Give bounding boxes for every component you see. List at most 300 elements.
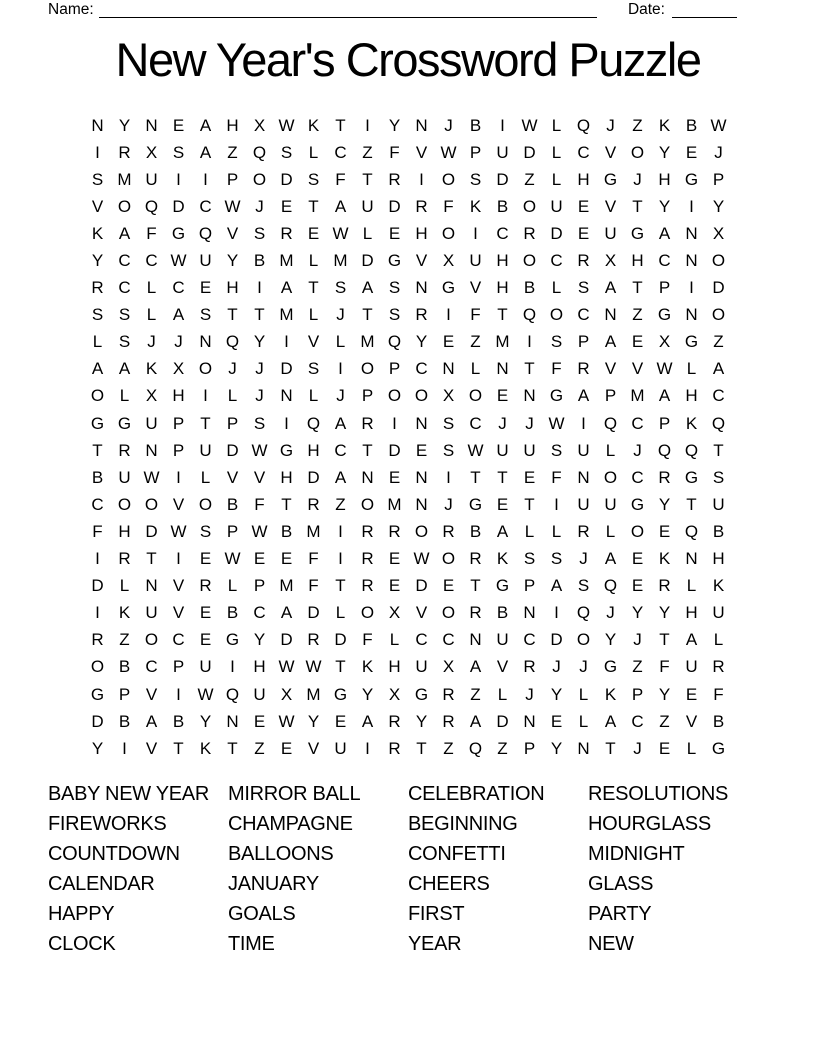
grid-cell: I bbox=[176, 549, 181, 569]
grid-cell: P bbox=[118, 684, 131, 704]
grid-cell: H bbox=[307, 440, 320, 460]
grid-cell: S bbox=[91, 305, 104, 325]
grid-cell: L bbox=[92, 332, 103, 352]
grid-cell: O bbox=[603, 467, 618, 487]
grid-cell: O bbox=[360, 603, 375, 623]
word-list-item: TIME bbox=[228, 932, 275, 955]
grid-cell: E bbox=[172, 115, 185, 135]
grid-cell: E bbox=[685, 142, 698, 162]
word-list-item: MIRROR BALL bbox=[228, 783, 361, 805]
grid-cell: Z bbox=[227, 142, 238, 162]
grid-cell: S bbox=[550, 440, 563, 460]
word-list-item: GLASS bbox=[588, 872, 654, 895]
grid-cell: P bbox=[172, 440, 185, 460]
grid-cell: I bbox=[122, 738, 127, 758]
grid-cell: T bbox=[308, 278, 319, 298]
grid-cell: X bbox=[442, 386, 455, 406]
grid-cell: Y bbox=[199, 711, 212, 731]
grid-cell: T bbox=[335, 115, 346, 135]
grid-cell: R bbox=[577, 521, 590, 541]
grid-cell: W bbox=[170, 251, 187, 271]
grid-cell: F bbox=[308, 576, 319, 596]
grid-cell: G bbox=[630, 223, 645, 243]
grid-cell: U bbox=[604, 223, 617, 243]
grid-cell: T bbox=[632, 196, 643, 216]
grid-cell: Q bbox=[144, 196, 159, 216]
grid-cell: I bbox=[95, 603, 100, 623]
grid-cell: E bbox=[253, 549, 266, 569]
grid-cell: A bbox=[604, 711, 617, 731]
grid-cell: J bbox=[255, 386, 264, 406]
word-list-item: FIREWORKS bbox=[48, 812, 167, 835]
grid-cell: A bbox=[685, 630, 698, 650]
grid-cell: R bbox=[415, 305, 428, 325]
grid-cell: O bbox=[117, 196, 132, 216]
grid-cell: N bbox=[685, 549, 698, 569]
grid-cell: O bbox=[90, 657, 105, 677]
word-list-item: CELEBRATION bbox=[408, 783, 545, 805]
grid-cell: O bbox=[414, 521, 429, 541]
grid-cell: G bbox=[279, 440, 294, 460]
grid-cell: G bbox=[711, 738, 726, 758]
grid-cell: H bbox=[388, 657, 401, 677]
grid-cell: V bbox=[631, 359, 644, 379]
grid-cell: Y bbox=[631, 603, 644, 623]
grid-cell: L bbox=[119, 576, 130, 596]
grid-cell: E bbox=[658, 521, 671, 541]
grid-cell: M bbox=[279, 305, 294, 325]
grid-cell: Y bbox=[658, 494, 671, 514]
grid-cell: M bbox=[387, 494, 402, 514]
grid-cell: T bbox=[335, 576, 346, 596]
grid-cell: J bbox=[714, 142, 723, 162]
grid-cell: T bbox=[605, 738, 616, 758]
grid-cell: A bbox=[604, 549, 617, 569]
grid-cell: H bbox=[118, 521, 131, 541]
grid-cell: L bbox=[686, 576, 697, 596]
grid-cell: B bbox=[118, 657, 131, 677]
grid-cell: W bbox=[548, 413, 565, 433]
grid-cell: E bbox=[199, 603, 212, 623]
grid-cell: P bbox=[523, 576, 536, 596]
word-list-item: NEW bbox=[588, 932, 634, 955]
grid-cell: U bbox=[334, 738, 347, 758]
grid-cell: N bbox=[91, 115, 104, 135]
grid-cell: H bbox=[280, 467, 293, 487]
grid-cell: S bbox=[172, 142, 185, 162]
grid-cell: K bbox=[307, 115, 320, 135]
grid-cell: X bbox=[388, 684, 401, 704]
grid-cell: O bbox=[441, 549, 456, 569]
grid-cell: T bbox=[173, 738, 184, 758]
grid-cell: F bbox=[659, 657, 670, 677]
grid-cell: L bbox=[308, 142, 319, 162]
grid-cell: M bbox=[495, 332, 510, 352]
grid-cell: D bbox=[145, 521, 158, 541]
grid-cell: I bbox=[554, 494, 559, 514]
grid-cell: V bbox=[415, 142, 428, 162]
grid-cell: L bbox=[713, 630, 724, 650]
grid-cell: I bbox=[689, 278, 694, 298]
grid-cell: L bbox=[146, 278, 157, 298]
grid-cell: E bbox=[199, 630, 212, 650]
grid-cell: S bbox=[712, 467, 725, 487]
grid-cell: C bbox=[577, 142, 590, 162]
word-list-column bbox=[228, 780, 408, 959]
grid-cell: O bbox=[522, 196, 537, 216]
word-list-item: BEGINNING bbox=[408, 812, 518, 835]
grid-cell: Y bbox=[658, 603, 671, 623]
grid-cell: V bbox=[685, 711, 698, 731]
grid-cell: N bbox=[604, 305, 617, 325]
grid-cell: J bbox=[336, 305, 345, 325]
grid-cell: J bbox=[633, 169, 642, 189]
grid-cell: J bbox=[498, 413, 507, 433]
grid-cell: R bbox=[280, 223, 293, 243]
name-date-row bbox=[48, 1, 737, 19]
grid-cell: R bbox=[577, 251, 590, 271]
grid-cell: P bbox=[226, 169, 239, 189]
grid-cell: W bbox=[278, 711, 295, 731]
grid-cell: P bbox=[577, 332, 590, 352]
grid-cell: I bbox=[338, 521, 343, 541]
grid-cell: I bbox=[554, 603, 559, 623]
grid-cell: T bbox=[254, 305, 265, 325]
grid-cell: O bbox=[252, 169, 267, 189]
grid-cell: G bbox=[171, 223, 186, 243]
grid-cell: N bbox=[415, 494, 428, 514]
grid-cell: R bbox=[388, 738, 401, 758]
grid-cell: C bbox=[145, 657, 158, 677]
grid-cell: C bbox=[334, 440, 347, 460]
grid-cell: Z bbox=[632, 657, 643, 677]
grid-cell: L bbox=[362, 223, 373, 243]
grid-cell: L bbox=[605, 521, 616, 541]
grid-cell: Y bbox=[550, 738, 563, 758]
grid-cell: T bbox=[200, 413, 211, 433]
grid-cell: R bbox=[361, 576, 374, 596]
grid-cell: Q bbox=[225, 332, 240, 352]
grid-cell: I bbox=[689, 196, 694, 216]
grid-cell: Q bbox=[198, 223, 213, 243]
grid-cell: Z bbox=[443, 738, 454, 758]
grid-cell: C bbox=[631, 413, 644, 433]
word-list-item: GOALS bbox=[228, 902, 296, 925]
grid-cell: W bbox=[170, 521, 187, 541]
grid-cell: T bbox=[497, 305, 508, 325]
grid-cell: O bbox=[360, 359, 375, 379]
grid-cell: L bbox=[200, 467, 211, 487]
grid-cell: B bbox=[496, 196, 509, 216]
grid-cell: T bbox=[362, 305, 373, 325]
grid-cell: R bbox=[91, 630, 104, 650]
grid-cell: H bbox=[658, 169, 671, 189]
grid-cell: L bbox=[551, 521, 562, 541]
grid-cell: R bbox=[712, 657, 725, 677]
grid-cell: T bbox=[659, 630, 670, 650]
grid-cell: C bbox=[577, 305, 590, 325]
grid-cell: H bbox=[496, 251, 509, 271]
grid-cell: G bbox=[387, 251, 402, 271]
grid-cell: N bbox=[523, 711, 536, 731]
grid-cell: J bbox=[228, 359, 237, 379]
grid-cell: C bbox=[658, 251, 671, 271]
grid-cell: I bbox=[338, 359, 343, 379]
grid-cell: W bbox=[143, 467, 160, 487]
grid-cell: B bbox=[280, 521, 293, 541]
grid-cell: Y bbox=[550, 684, 563, 704]
grid-cell: K bbox=[361, 657, 374, 677]
grid-cell: G bbox=[549, 386, 564, 406]
grid-cell: R bbox=[469, 549, 482, 569]
grid-cell: V bbox=[415, 603, 428, 623]
grid-cell: L bbox=[686, 738, 697, 758]
grid-cell: F bbox=[92, 521, 103, 541]
grid-cell: E bbox=[523, 467, 536, 487]
grid-cell: V bbox=[604, 359, 617, 379]
grid-cell: R bbox=[415, 196, 428, 216]
word-list-item: HAPPY bbox=[48, 902, 115, 925]
word-list-item: PARTY bbox=[588, 902, 652, 925]
grid-cell: N bbox=[415, 467, 428, 487]
grid-cell: I bbox=[527, 332, 532, 352]
grid-cell: I bbox=[95, 142, 100, 162]
grid-cell: V bbox=[226, 467, 239, 487]
grid-cell: R bbox=[658, 576, 671, 596]
grid-cell: Y bbox=[307, 711, 320, 731]
grid-cell: G bbox=[90, 684, 105, 704]
grid-cell: Q bbox=[522, 305, 537, 325]
grid-cell: B bbox=[712, 521, 725, 541]
grid-cell: U bbox=[712, 603, 725, 623]
grid-cell: A bbox=[280, 603, 293, 623]
grid-cell: E bbox=[253, 711, 266, 731]
grid-cell: O bbox=[441, 169, 456, 189]
grid-cell: J bbox=[525, 684, 534, 704]
grid-cell: S bbox=[577, 278, 590, 298]
grid-cell: I bbox=[257, 278, 262, 298]
word-list-item: CALENDAR bbox=[48, 872, 155, 895]
grid-cell: E bbox=[658, 738, 671, 758]
grid-cell: I bbox=[338, 549, 343, 569]
grid-cell: Y bbox=[91, 251, 104, 271]
grid-cell: E bbox=[442, 576, 455, 596]
grid-cell: J bbox=[336, 386, 345, 406]
grid-cell: F bbox=[551, 467, 562, 487]
grid-cell: R bbox=[442, 521, 455, 541]
grid-cell: T bbox=[362, 440, 373, 460]
grid-cell: T bbox=[497, 467, 508, 487]
grid-cell: A bbox=[334, 467, 347, 487]
grid-cell: W bbox=[710, 115, 727, 135]
grid-cell: T bbox=[416, 738, 427, 758]
grid-cell: N bbox=[280, 386, 293, 406]
word-list-item: BALLOONS bbox=[228, 842, 334, 865]
grid-cell: A bbox=[199, 115, 212, 135]
grid-cell: O bbox=[117, 494, 132, 514]
grid-cell: N bbox=[685, 251, 698, 271]
grid-cell: Y bbox=[91, 738, 104, 758]
grid-cell: R bbox=[307, 494, 320, 514]
grid-cell: J bbox=[525, 413, 534, 433]
grid-cell: V bbox=[496, 657, 509, 677]
grid-cell: A bbox=[604, 278, 617, 298]
grid-cell: B bbox=[523, 278, 536, 298]
grid-cell: Y bbox=[415, 332, 428, 352]
grid-cell: Q bbox=[657, 440, 672, 460]
grid-cell: V bbox=[145, 738, 158, 758]
grid-cell: K bbox=[712, 576, 725, 596]
grid-cell: G bbox=[603, 657, 618, 677]
grid-cell: F bbox=[362, 630, 373, 650]
grid-cell: M bbox=[360, 332, 375, 352]
grid-cell: Z bbox=[524, 169, 535, 189]
grid-cell: L bbox=[227, 576, 238, 596]
word-list-item: FIRST bbox=[408, 902, 465, 925]
grid-cell: J bbox=[444, 115, 453, 135]
grid-cell: X bbox=[145, 386, 158, 406]
grid-cell: M bbox=[333, 251, 348, 271]
grid-cell: U bbox=[145, 413, 158, 433]
grid-cell: Z bbox=[254, 738, 265, 758]
grid-cell: Y bbox=[226, 251, 239, 271]
grid-cell: P bbox=[469, 142, 482, 162]
word-list-item: MIDNIGHT bbox=[588, 842, 685, 865]
grid-cell: G bbox=[414, 684, 429, 704]
grid-cell: H bbox=[226, 278, 239, 298]
word-list-item: COUNTDOWN bbox=[48, 842, 180, 865]
grid-cell: I bbox=[176, 684, 181, 704]
grid-cell: E bbox=[280, 738, 293, 758]
word-list-item: JANUARY bbox=[228, 872, 319, 895]
grid-cell: A bbox=[118, 223, 131, 243]
grid-cell: R bbox=[442, 711, 455, 731]
grid-cell: Q bbox=[225, 684, 240, 704]
grid-cell: Y bbox=[658, 142, 671, 162]
grid-cell: E bbox=[388, 549, 401, 569]
grid-cell: S bbox=[118, 332, 131, 352]
grid-cell: W bbox=[251, 440, 268, 460]
grid-cell: U bbox=[199, 657, 212, 677]
grid-cell: P bbox=[172, 657, 185, 677]
grid-cell: Y bbox=[658, 684, 671, 704]
grid-cell: T bbox=[227, 305, 238, 325]
grid-cell: B bbox=[172, 711, 185, 731]
grid-cell: R bbox=[577, 359, 590, 379]
grid-cell: G bbox=[657, 305, 672, 325]
grid-cell: U bbox=[496, 440, 509, 460]
grid-cell: L bbox=[578, 711, 589, 731]
grid-cell: M bbox=[630, 386, 645, 406]
grid-cell: G bbox=[684, 169, 699, 189]
grid-cell: C bbox=[253, 603, 266, 623]
grid-cell: L bbox=[227, 386, 238, 406]
grid-cell: A bbox=[361, 278, 374, 298]
grid-cell: N bbox=[361, 467, 374, 487]
grid-cell: E bbox=[199, 278, 212, 298]
grid-cell: G bbox=[684, 467, 699, 487]
grid-cell: L bbox=[497, 684, 508, 704]
word-list-item: HOURGLASS bbox=[588, 812, 711, 835]
grid-cell: E bbox=[496, 386, 509, 406]
name-blank-line bbox=[99, 2, 597, 18]
grid-cell: D bbox=[280, 359, 293, 379]
grid-cell: I bbox=[176, 169, 181, 189]
grid-cell: S bbox=[388, 278, 401, 298]
grid-cell: W bbox=[251, 521, 268, 541]
grid-cell: C bbox=[712, 386, 725, 406]
grid-cell: L bbox=[389, 630, 400, 650]
grid-cell: O bbox=[441, 603, 456, 623]
grid-cell: X bbox=[712, 223, 725, 243]
grid-cell: Q bbox=[684, 521, 699, 541]
grid-cell: K bbox=[658, 115, 671, 135]
grid-cell: Q bbox=[468, 738, 483, 758]
grid-cell: N bbox=[685, 223, 698, 243]
grid-cell: I bbox=[284, 413, 289, 433]
grid-cell: W bbox=[656, 359, 673, 379]
grid-cell: A bbox=[496, 521, 509, 541]
grid-cell: G bbox=[495, 576, 510, 596]
grid-cell: Y bbox=[415, 711, 428, 731]
grid-cell: T bbox=[335, 657, 346, 677]
grid-cell: D bbox=[226, 440, 239, 460]
grid-cell: R bbox=[361, 521, 374, 541]
grid-cell: X bbox=[658, 332, 671, 352]
grid-cell: I bbox=[284, 332, 289, 352]
grid-cell: B bbox=[712, 711, 725, 731]
date-blank-line bbox=[672, 2, 737, 18]
grid-cell: S bbox=[253, 413, 266, 433]
grid-cell: N bbox=[685, 305, 698, 325]
grid-cell: E bbox=[685, 684, 698, 704]
grid-cell: O bbox=[522, 251, 537, 271]
grid-cell: O bbox=[144, 630, 159, 650]
grid-cell: T bbox=[362, 169, 373, 189]
grid-cell: O bbox=[441, 223, 456, 243]
grid-cell: D bbox=[496, 711, 509, 731]
grid-cell: W bbox=[521, 115, 538, 135]
grid-cell: P bbox=[226, 413, 239, 433]
grid-cell: P bbox=[631, 684, 644, 704]
grid-cell: N bbox=[523, 386, 536, 406]
grid-cell: O bbox=[144, 494, 159, 514]
grid-cell: S bbox=[469, 169, 482, 189]
grid-cell: Y bbox=[712, 196, 725, 216]
grid-cell: R bbox=[307, 630, 320, 650]
grid-cell: L bbox=[119, 386, 130, 406]
grid-cell: R bbox=[469, 603, 482, 623]
grid-cell: H bbox=[226, 115, 239, 135]
grid-cell: Q bbox=[603, 576, 618, 596]
grid-cell: J bbox=[633, 630, 642, 650]
grid-cell: G bbox=[603, 169, 618, 189]
grid-cell: D bbox=[307, 467, 320, 487]
grid-cell: D bbox=[712, 278, 725, 298]
grid-cell: A bbox=[280, 278, 293, 298]
grid-cell: P bbox=[361, 386, 374, 406]
grid-cell: S bbox=[199, 521, 212, 541]
grid-cell: N bbox=[145, 576, 158, 596]
grid-cell: S bbox=[442, 413, 455, 433]
word-search-grid bbox=[84, 112, 732, 762]
grid-cell: H bbox=[415, 223, 428, 243]
grid-cell: I bbox=[365, 738, 370, 758]
grid-cell: J bbox=[255, 359, 264, 379]
grid-cell: R bbox=[658, 467, 671, 487]
grid-cell: H bbox=[253, 657, 266, 677]
grid-cell: C bbox=[415, 630, 428, 650]
